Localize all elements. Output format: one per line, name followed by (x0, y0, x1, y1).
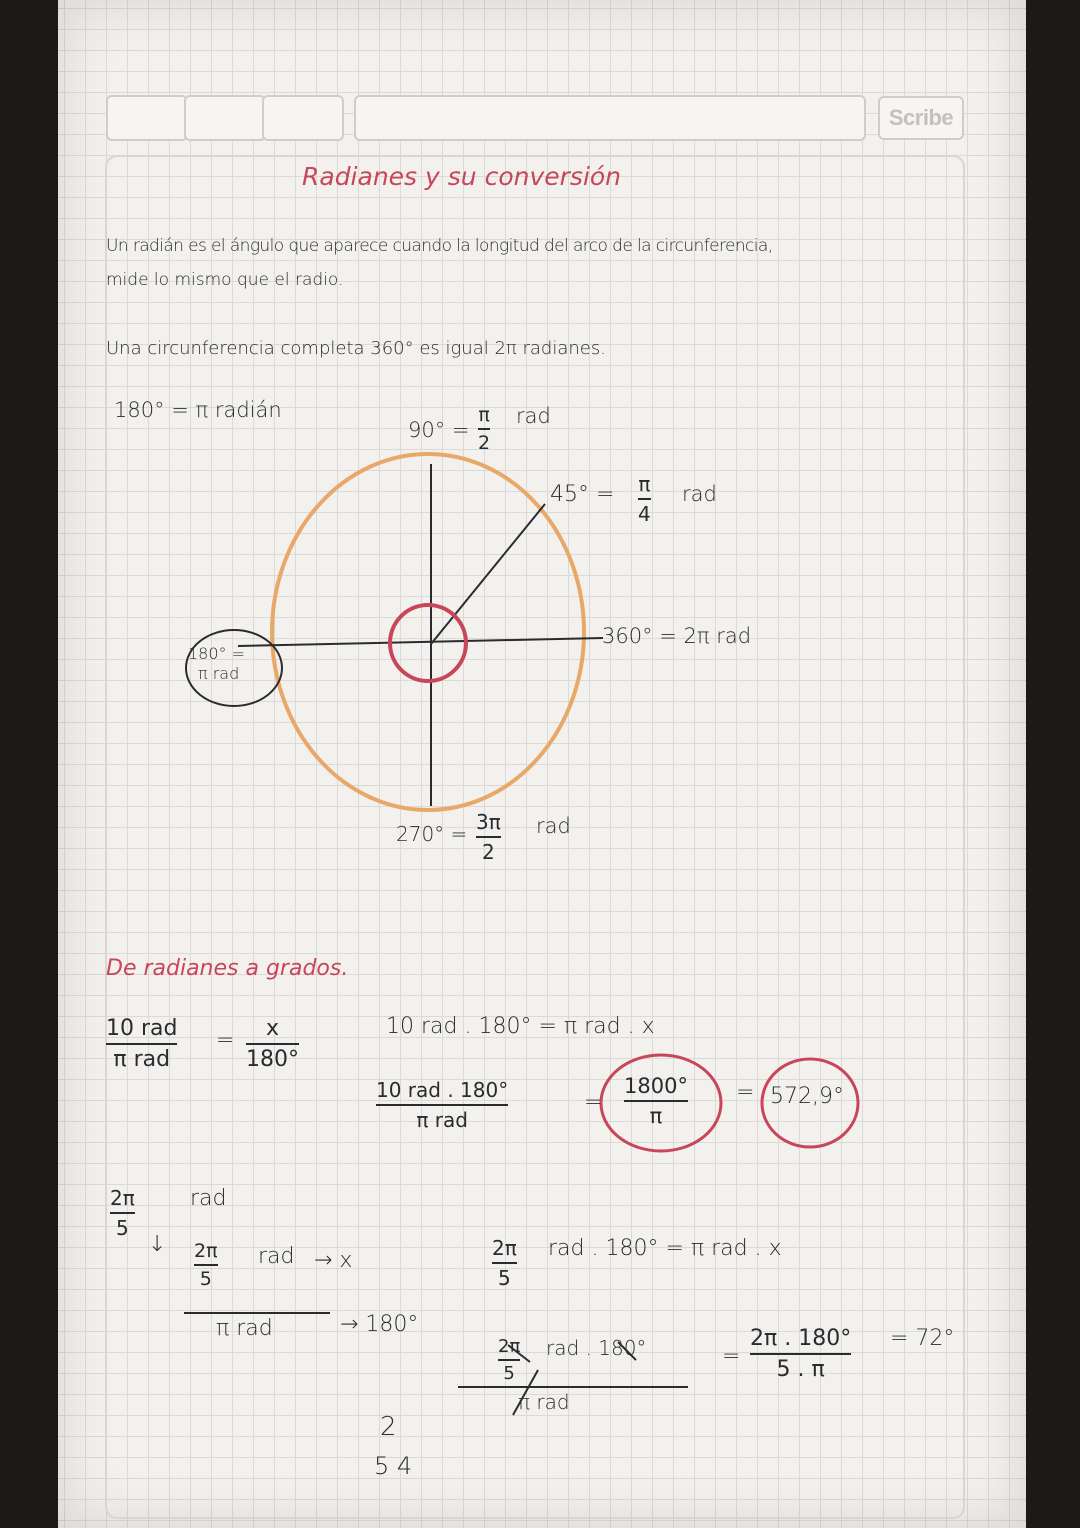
label-270-num: 3π (476, 810, 501, 834)
ex2-step-divider (458, 1386, 688, 1388)
ex1-circled-num: 1800° (624, 1074, 688, 1098)
label-270-unit: rad (536, 814, 571, 838)
label-180-line1: 180° = (188, 644, 246, 663)
ex1-circled-den: π (649, 1104, 663, 1128)
ex2-cross-num: 2π (492, 1236, 517, 1260)
ex1-cross-multiply: 10 rad . 180° = π rad . x (386, 1014, 655, 1039)
ex2-step-den: π rad (518, 1390, 570, 1414)
label-45-fraction (638, 472, 651, 526)
ex1-step-den: π rad (416, 1108, 468, 1132)
ex2-simplified-num: 2π . 180° (750, 1326, 852, 1351)
ex2-simplified-fraction (750, 1326, 851, 1382)
fraction-bar (376, 1104, 508, 1106)
label-360: 360° = 2π rad (602, 624, 752, 648)
ex2-row2-arrow: → 180° (340, 1312, 419, 1337)
fraction-bar (246, 1043, 299, 1045)
ex1-left-den: π rad (113, 1047, 171, 1072)
ex2-step-num-top: 2π (498, 1336, 521, 1357)
ex1-step-fraction (376, 1078, 508, 1132)
label-270-den: 2 (482, 840, 495, 864)
ex1-left-num: 10 rad (106, 1016, 178, 1041)
unit-circle-diagram (58, 0, 1026, 1528)
label-270-lhs: 270° = (396, 822, 468, 846)
ex2-given-den: 5 (116, 1216, 129, 1240)
fraction-bar (492, 1262, 517, 1264)
fraction-bar (624, 1100, 688, 1102)
note-180: 180° = π radián (114, 398, 282, 422)
ex1-result: 572,9° (770, 1084, 844, 1109)
section-title: De radianes a grados. (106, 956, 349, 981)
brand-logo: Scribe (878, 96, 964, 140)
ex2-given-fraction (110, 1186, 135, 1240)
ex2-eq: = (722, 1344, 741, 1369)
statement-text: Una circunferencia completa 360° es igual 2π radianes. (106, 338, 606, 359)
label-45-num: π (638, 472, 651, 496)
ex2-row2-lhs: π rad (216, 1316, 273, 1341)
ex1-right-den: 180° (246, 1047, 299, 1072)
ex1-right-fraction (246, 1016, 299, 1072)
label-45-den: 4 (638, 502, 651, 526)
label-90-unit: rad (516, 404, 551, 428)
ex2-result: = 72° (890, 1326, 955, 1351)
ex1-prop-eq: = (216, 1028, 235, 1053)
fraction-bar (498, 1359, 520, 1361)
ex1-step-num: 10 rad . 180° (376, 1078, 509, 1102)
label-90-num: π (478, 404, 490, 426)
ex2-row1-num: 2π (194, 1240, 218, 1262)
ex2-row1-fraction (194, 1240, 218, 1290)
arc-circle (272, 454, 584, 810)
fraction-bar (106, 1043, 177, 1045)
ex2-step-top (498, 1336, 520, 1384)
ex2-step-num-rest: rad . 180° (546, 1336, 647, 1360)
ex2-step-num-den: 5 (503, 1363, 515, 1384)
ex2-down-arrow: ↓ (148, 1232, 167, 1257)
fraction-bar (750, 1353, 851, 1355)
label-180-line2: π rad (198, 664, 240, 683)
ex2-row1-den: 5 (199, 1268, 212, 1290)
radius-45 (431, 504, 545, 644)
ex2-simplified-den: 5 . π (776, 1357, 825, 1382)
ex2-row-divider (184, 1312, 330, 1314)
ex2-row1-unit: rad (258, 1244, 295, 1269)
fraction-bar (638, 498, 651, 500)
notebook-page (58, 0, 1026, 1528)
x-axis (238, 638, 603, 646)
label-90-lhs: 90° = (408, 418, 470, 442)
ex1-right-num: x (265, 1016, 280, 1041)
page-title: Radianes y su conversión (302, 162, 622, 191)
ex2-given-num: 2π (110, 1186, 135, 1210)
ex2-cross-fraction (492, 1236, 517, 1290)
fraction-bar (478, 428, 490, 430)
ex1-eq: = (584, 1090, 603, 1115)
ex2-given-unit: rad (190, 1186, 227, 1211)
label-45-unit: rad (682, 482, 717, 506)
label-45-lhs: 45° = (550, 482, 615, 507)
ex1-eq2: = (736, 1080, 755, 1105)
definition-line-2: mide lo mismo que el radio. (106, 270, 344, 290)
ex2-cross-den: 5 (498, 1266, 511, 1290)
label-270-fraction (476, 810, 501, 864)
fraction-bar (476, 836, 501, 838)
fraction-bar (194, 1264, 218, 1266)
fraction-bar (110, 1212, 135, 1214)
label-90-fraction (478, 404, 490, 454)
ex1-circled-fraction (624, 1074, 688, 1128)
ex2-row1-arrow: → x (314, 1248, 353, 1273)
ex1-left-fraction (106, 1016, 177, 1072)
ex2-cross-rest: rad . 180° = π rad . x (548, 1236, 782, 1261)
definition-line-1: Un radián es el ángulo que aparece cuando la longitud del arco de la circunferencia, (106, 236, 773, 256)
scratch-top: 2 (380, 1412, 397, 1442)
label-90-den: 2 (478, 432, 491, 454)
scratch-bottom: 5 4 (374, 1452, 413, 1480)
